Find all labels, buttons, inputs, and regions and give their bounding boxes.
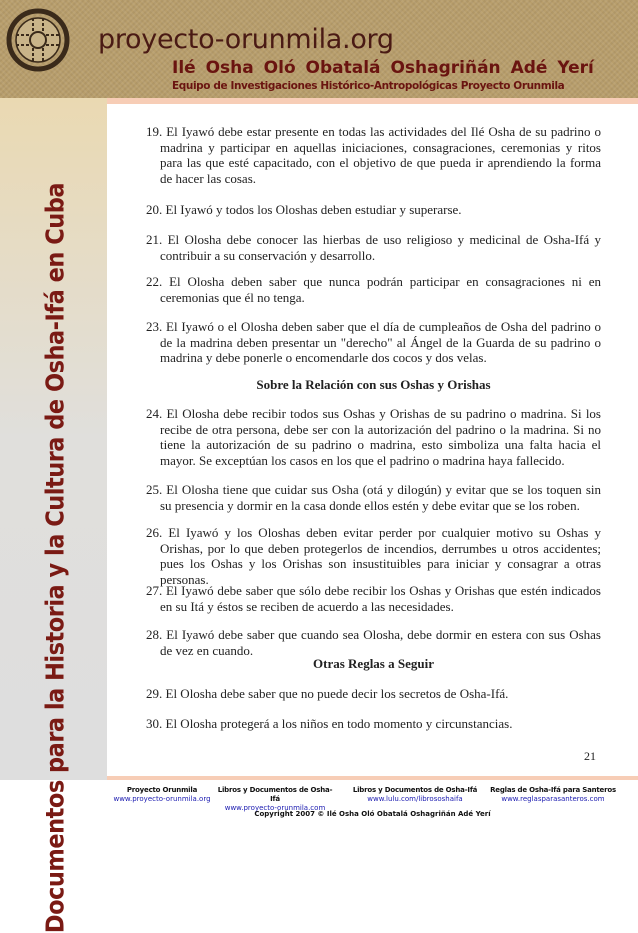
page-number: 21 bbox=[584, 749, 596, 763]
footer-link[interactable]: www.lulu.com/librososhaifa bbox=[367, 795, 463, 803]
rule-30: 30. El Olosha protegerá a los niños en todo momento y circunstancias. bbox=[146, 716, 513, 731]
header-divider bbox=[107, 98, 638, 104]
site-name: proyecto-orunmila.org bbox=[98, 24, 394, 55]
copyright: Copyright 2007 © Ilé Osha Oló Obatalá Oshagriñán Adé Yerí bbox=[254, 810, 491, 818]
footer-col bbox=[215, 786, 335, 813]
rule-26: 26. El Iyawó y los Oloshas deben evitar perder por cualquier motivo su Oshas y Orishas, por lo que deben protegerlos de incendios, derrumbes u otros accidentes; pues los Oshas y los Orishas son insustituibles para iniciar y consagrar a otras personas. bbox=[146, 525, 601, 588]
rule-20: 20. El Iyawó y todos los Oloshas deben estudiar y superarse. bbox=[146, 202, 462, 217]
rule-23: 23. El Iyawó o el Olosha deben saber que el día de cumpleaños de Osha del padrino o de la madrina deben presentar un "derecho" al Ángel de la Guarda de su padrino o madrina y debe ponerle o encomendarle dos cocos y dos velas. bbox=[146, 319, 601, 366]
page-header bbox=[0, 0, 638, 98]
house-name: Ilé Osha Oló Obatalá Oshagriñán Adé Yerí bbox=[172, 58, 594, 78]
rule-27: 27. El Iyawó debe saber que sólo debe recibir los Oshas y Orishas que estén indicados en su Itá y éstos se reciben de acuerdo a las necesidades. bbox=[146, 583, 601, 614]
rule-25: 25. El Olosha tiene que cuidar sus Osha (otá y dilogún) y evitar que se los toquen sin su presencia y dormir en la casa donde ellos estén y debe evitar que se los roben. bbox=[146, 482, 601, 513]
footer-link[interactable]: www.reglasparasanteros.com bbox=[501, 795, 605, 803]
rule-19: 19. El Iyawó debe estar presente en todas las actividades del Ilé Osha de su padrino o madrina y participar en aquellas iniciaciones, consagraciones, ceremonias y ritos para las que esté capacitado, con el objetivo de que pueda ir aprendiendo la forma de hacer las cosas. bbox=[146, 124, 601, 187]
rule-28: 28. El Iyawó debe saber que cuando sea Olosha, debe dormir en estera con sus Oshas de vez en cuando. bbox=[146, 627, 601, 658]
circular-emblem-icon bbox=[6, 8, 70, 72]
sidebar-title: Documentos para la Historia y la Cultura de Osha-Ifá en Cuba bbox=[40, 182, 70, 933]
footer-link[interactable]: www.proyecto-orunmila.com bbox=[224, 804, 326, 812]
footer-col bbox=[350, 786, 480, 804]
footer-col bbox=[112, 786, 212, 804]
footer-col bbox=[488, 786, 618, 804]
footer-title: Libros y Documentos de Osha-Ifá bbox=[217, 786, 333, 803]
rule-21: 21. El Olosha debe conocer las hierbas de uso religioso y medicinal de Osha-Ifá y contribuir a su conservación y desarrollo. bbox=[146, 232, 601, 263]
footer-title: Reglas de Osha-Ifá para Santeros bbox=[490, 786, 616, 794]
section-heading-otras: Otras Reglas a Seguir bbox=[313, 656, 434, 671]
footer-title: Libros y Documentos de Osha-Ifá bbox=[352, 786, 478, 794]
footer-divider bbox=[107, 776, 638, 780]
rule-22: 22. El Olosha deben saber que nunca podrán participar en consagraciones ni en ceremonias que él no tenga. bbox=[146, 274, 601, 305]
footer-link[interactable]: www.proyecto-orunmila.org bbox=[113, 795, 211, 803]
section-heading-oshas: Sobre la Relación con sus Oshas y Orishas bbox=[256, 377, 491, 392]
rule-29: 29. El Olosha debe saber que no puede decir los secretos de Osha-Ifá. bbox=[146, 686, 509, 701]
sidebar bbox=[0, 98, 107, 933]
rule-24: 24. El Olosha debe recibir todos sus Oshas y Orishas de su padrino o madrina. Si los recibe de otra persona, debe ser con la autorización del padrino o la madrina. Si no tiene la autorización de su padrino o madrina, esto simboliza una falta hacia el mayor. Se exceptúan los casos en los que el padrino o madrina haya fallecido. bbox=[146, 406, 601, 469]
footer-title: Proyecto Orunmila bbox=[126, 786, 198, 794]
team-name: Equipo de Investigaciones Histórico-Antropológicas Proyecto Orunmila bbox=[172, 80, 565, 92]
